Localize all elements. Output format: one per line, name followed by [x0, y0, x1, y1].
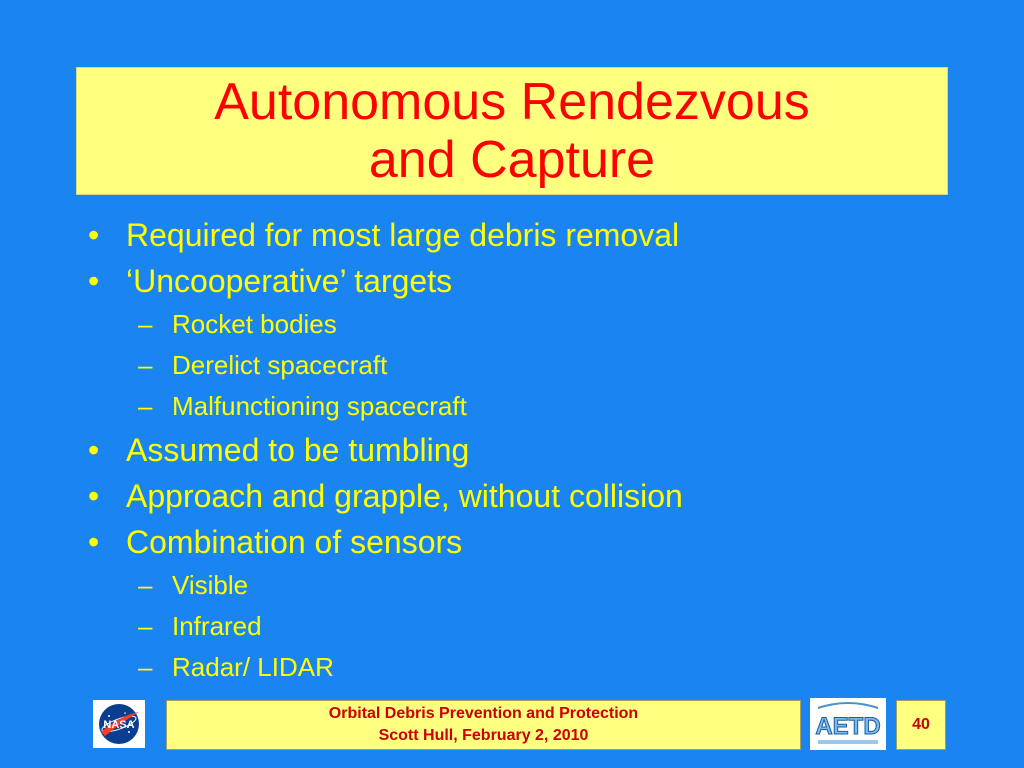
bullet-item	[88, 212, 948, 258]
bullet-icon: •	[88, 432, 100, 468]
dash-icon: –	[138, 391, 153, 421]
sub-bullet-text: Rocket bodies	[172, 309, 337, 339]
bullet-item	[88, 258, 948, 304]
page-number-box	[896, 700, 946, 750]
footer-line-1: Orbital Debris Prevention and Protection	[328, 705, 639, 722]
page-number: 40	[912, 716, 930, 733]
bullet-text: ‘Uncooperative’ targets	[126, 263, 453, 299]
sub-bullet-item	[88, 565, 948, 606]
dash-icon: –	[138, 350, 153, 380]
aetd-logo-text: AETD	[815, 713, 881, 740]
bullet-item	[88, 519, 948, 565]
nasa-logo	[93, 700, 145, 748]
nasa-logo-icon	[95, 702, 143, 746]
bullet-text: Assumed to be tumbling	[126, 432, 470, 468]
sub-bullet-item	[88, 386, 948, 427]
dash-icon: –	[138, 570, 153, 600]
bullet-item	[88, 427, 948, 473]
footer-banner	[166, 700, 801, 750]
bullet-item	[88, 473, 948, 519]
sub-bullet-text: Radar/ LIDAR	[172, 652, 334, 682]
bullet-text: Required for most large debris removal	[126, 217, 680, 253]
bullet-text: Approach and grapple, without collision	[126, 478, 683, 514]
aetd-logo	[810, 698, 886, 750]
nasa-logo-text: NASA	[103, 719, 135, 731]
aetd-logo-icon	[812, 700, 884, 748]
dash-icon: –	[138, 611, 153, 641]
bullet-icon: •	[88, 478, 100, 514]
sub-bullet-item	[88, 606, 948, 647]
sub-bullet-text: Infrared	[172, 611, 262, 641]
dash-icon: –	[138, 309, 153, 339]
footer-line-2: Scott Hull, February 2, 2010	[378, 727, 589, 744]
sub-bullet-text: Visible	[172, 570, 249, 600]
dash-icon: –	[138, 652, 153, 682]
slide-title-line-1: Autonomous Rendezvous	[214, 73, 810, 131]
bullet-icon: •	[88, 217, 100, 253]
sub-bullet-item	[88, 647, 948, 688]
slide-content	[88, 212, 948, 688]
title-box	[76, 67, 948, 195]
sub-bullet-item	[88, 304, 948, 345]
sub-bullet-text: Malfunctioning spacecraft	[172, 391, 467, 421]
bullet-icon: •	[88, 524, 100, 560]
sub-bullet-text: Derelict spacecraft	[172, 350, 388, 380]
sub-bullet-item	[88, 345, 948, 386]
bullet-icon: •	[88, 263, 100, 299]
slide-title-line-2: and Capture	[368, 131, 656, 189]
bullet-text: Combination of sensors	[126, 524, 463, 560]
